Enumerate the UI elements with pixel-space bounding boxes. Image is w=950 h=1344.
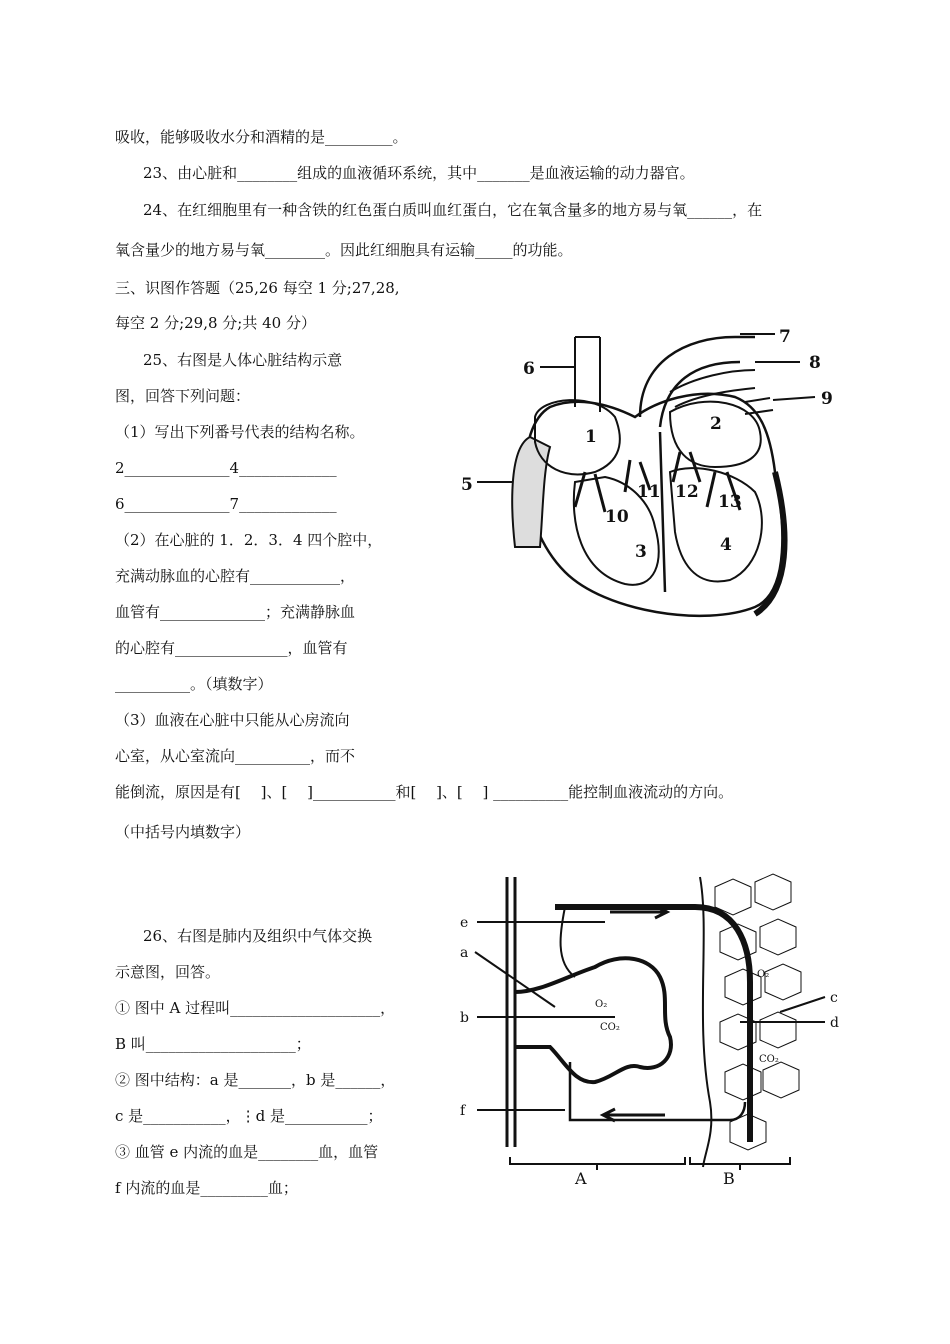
exchange-label-co2-right: CO₂: [759, 1054, 779, 1065]
question-26-item3-b: f 内流的血是_________血；: [115, 1179, 298, 1197]
left-atrium: [670, 402, 761, 467]
question-25-part2-a: 充满动脉血的心腔有____________，: [115, 567, 356, 585]
section-3-title: 三、识图作答题（25,26 每空 1 分;27,28,: [115, 279, 400, 297]
heart-label-12: 12: [675, 482, 699, 502]
heart-label-5: 5: [461, 475, 473, 495]
exchange-label-d: d: [830, 1015, 839, 1031]
heart-outline: [525, 394, 782, 616]
septum: [660, 432, 665, 592]
section-3-scoring: 每空 2 分;29,8 分;共 40 分）: [115, 314, 316, 332]
question-24: 24、在红细胞里有一种含铁的红色蛋白质叫血红蛋白，它在氧含量多的地方易与氧______，在: [143, 201, 763, 219]
question-25-part3: （3）血液在心脏中只能从心房流向: [115, 711, 350, 729]
heart-label-1: 1: [585, 427, 597, 447]
brace-A: [510, 1157, 685, 1170]
exchange-label-B: B: [723, 1169, 735, 1188]
exchange-label-b: b: [460, 1010, 469, 1026]
inferior-vena-cava: [512, 437, 550, 547]
gas-exchange-diagram: [455, 872, 845, 1190]
question-26-item1: ① 图中 A 过程叫____________________，: [115, 999, 396, 1017]
heart-label-10: 10: [605, 507, 629, 527]
heart-label-11: 11: [637, 482, 661, 502]
bronchus-wall: [507, 877, 515, 1147]
vessel-e: [555, 907, 750, 1142]
vessel-f: [570, 1062, 745, 1120]
question-24-cont: 氧含量少的地方易与氧________。因此红细胞具有运输_____的功能。: [115, 241, 573, 259]
exchange-label-a: a: [460, 945, 469, 961]
heart-label-9: 9: [821, 389, 833, 409]
question-25-part3-a: 心室，从心室流向__________，而不: [115, 747, 356, 765]
question-25-blank-2-4: 2______________4_____________: [115, 459, 337, 477]
heart-label-8: 8: [809, 353, 821, 373]
vessel-e-inner: [561, 907, 575, 977]
heart-label-7: 7: [779, 327, 791, 347]
exchange-label-e: e: [460, 915, 469, 931]
alveolus: [515, 958, 671, 1082]
question-25-part3-note: （中括号内填数字）: [115, 823, 251, 841]
tissue-boundary: [700, 877, 711, 1167]
exchange-label-o2-left: O₂: [595, 999, 608, 1010]
question-25-part2-d: __________。（填数字）: [115, 675, 273, 693]
question-25: 25、右图是人体心脏结构示意: [143, 351, 343, 369]
exchange-label-A: A: [575, 1169, 587, 1188]
question-26-item2-b: c 是___________，⋮d 是___________；: [115, 1107, 383, 1125]
question-25-part3-b: 能倒流，原因是有[ ]、[ ]___________和[ ]、[ ] __________能控制血液流动的方向。: [115, 783, 734, 801]
question-26-cont: 示意图，回答。: [115, 963, 221, 981]
question-26-item1-b: B 叫____________________；: [115, 1035, 311, 1053]
question-25-cont: 图，回答下列问题：: [115, 387, 251, 405]
heart-label-6: 6: [523, 359, 535, 379]
pointer-c: [780, 997, 825, 1012]
text-line-1: 吸收，能够吸收水分和酒精的是_________。: [115, 128, 408, 146]
question-26-item2: ② 图中结构：a 是_______，b 是______，: [115, 1071, 396, 1089]
heart-label-2: 2: [710, 414, 722, 434]
aorta: [640, 337, 755, 427]
pointer-9: [773, 397, 815, 400]
question-26: 26、右图是肺内及组织中气体交换: [143, 927, 373, 945]
question-26-item3: ③ 血管 e 内流的血是________血，血管: [115, 1143, 379, 1161]
heart-label-13: 13: [718, 492, 742, 512]
heart-label-3: 3: [635, 542, 647, 562]
exchange-label-c: c: [830, 990, 838, 1006]
exchange-label-o2-right: O₂: [757, 969, 770, 980]
question-25-part2-b: 血管有______________；充满静脉血: [115, 603, 356, 621]
question-25-part1: （1）写出下列番号代表的结构名称。: [115, 423, 365, 441]
question-25-blank-6-7: 6______________7_____________: [115, 495, 337, 513]
question-23: 23、由心脏和________组成的血液循环系统，其中_______是血液运输的动力器官。: [143, 164, 695, 182]
question-25-part2: （2）在心脏的 1．2．3．4 四个腔中，: [115, 531, 383, 549]
heart-diagram: [455, 322, 840, 632]
exchange-label-f: f: [460, 1103, 466, 1119]
heart-label-4: 4: [720, 535, 732, 555]
question-25-part2-c: 的心腔有_______________，血管有: [115, 639, 348, 657]
exchange-label-co2-left: CO₂: [600, 1022, 620, 1033]
right-atrium: [535, 400, 620, 474]
